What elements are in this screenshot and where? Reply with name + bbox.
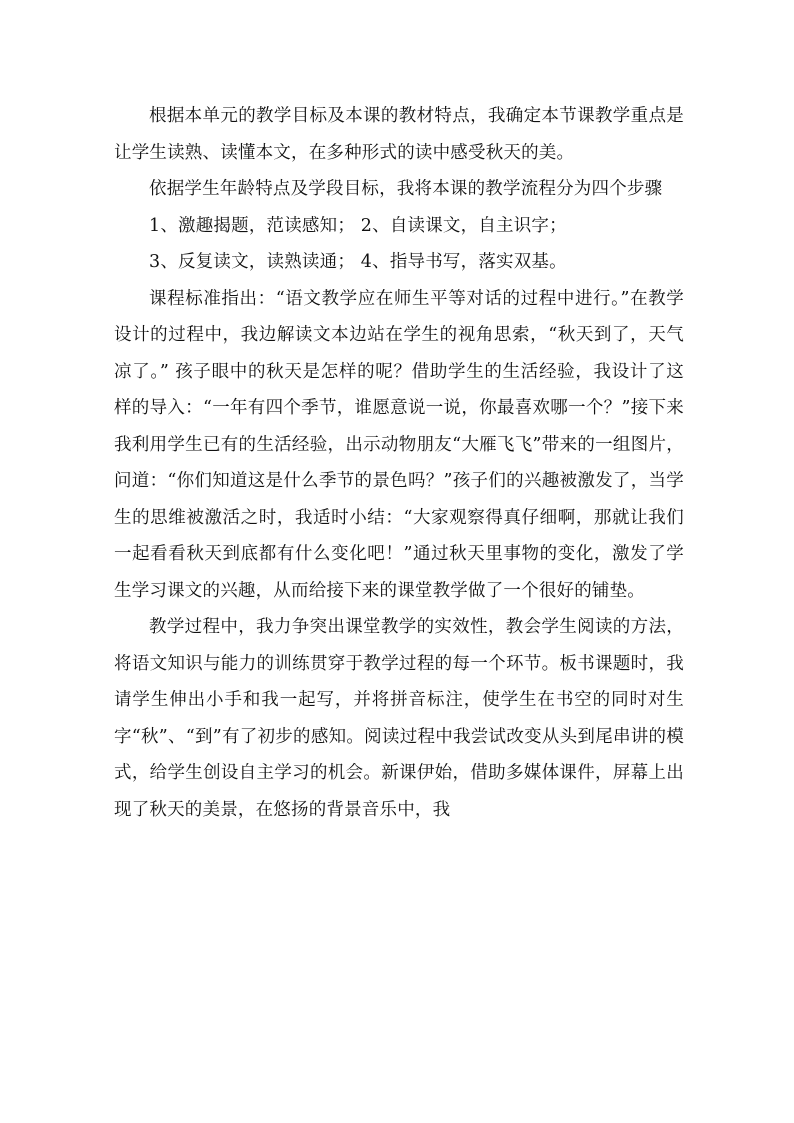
paragraph-teaching-process: 教学过程中，我力争突出课堂教学的实效性，教会学生阅读的方法，将语文知识与能力的训练贯穿于教学过程的每一个环节。板书课题时，我请学生伸出小手和我一起写，并将拼音标注，使学生在书空的同时对生字“秋”、“到”有了初步的感知。阅读过程中我尝试改变从头到尾串讲的模式，给学生创设自主学习的机会。新课伊始，借助多媒体课件，屏幕上出现了秋天的美景，在悠扬的背景音乐中，我 <box>114 617 684 820</box>
paragraph-teaching-process-intro: 依据学生年龄特点及学段目标，我将本课的教学流程分为四个步骤 <box>149 179 663 199</box>
document-body <box>114 98 684 828</box>
paragraph-curriculum-standard: 课程标准指出：“语文教学应在师生平等对话的过程中进行。”在教学设计的过程中，我边解读文本边站在学生的视角思索，“秋天到了，天气凉了。” 孩子眼中的秋天是怎样的呢？借助学生的生活经验，我设计了这样的导入：“一年有四个季节，谁愿意说一说，你最喜欢哪一个？”接下来我利用学生已有的生活经验，出示动物朋友“大雁飞飞”带来的一组图片，问道：“你们知道这是什么季节的景色吗？”孩子们的兴趣被激发了，当学生的思维被激活之时，我适时小结：“大家观察得真仔细啊，那就让我们一起看看秋天到底都有什么变化吧！”通过秋天里事物的变化，激发了学生学习课文的兴趣，从而给接下来的课堂教学做了一个很好的铺垫。 <box>114 288 684 601</box>
paragraph-teaching-focus: 根据本单元的教学目标及本课的教材特点，我确定本节课教学重点是让学生读熟、读懂本文，在多种形式的读中感受秋天的美。 <box>114 106 684 163</box>
paragraph-steps-one-two: 1、激趣揭题，范读感知； 2、自读课文，自主识字； <box>149 215 567 236</box>
paragraph-steps-three-four: 3、反复读文，读熟读通； 4、指导书写，落实双基。 <box>149 252 567 272</box>
